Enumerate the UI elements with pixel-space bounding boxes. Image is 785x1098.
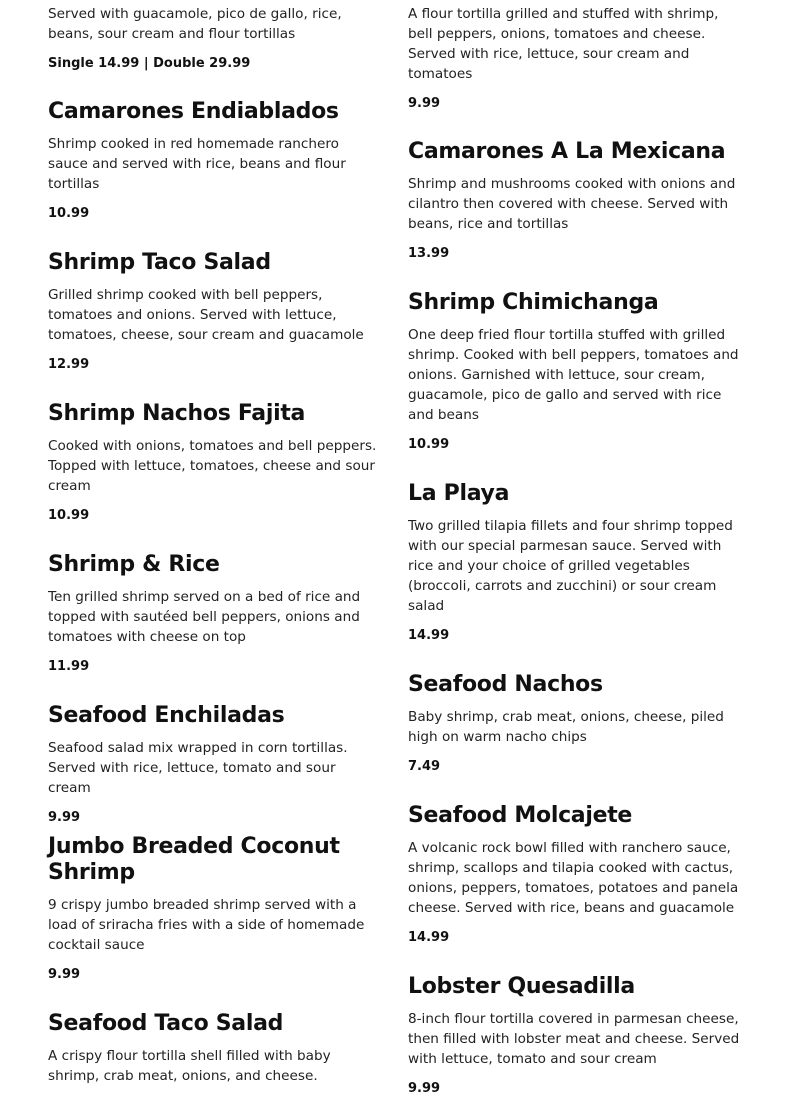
item-name: Jumbo Breaded Coconut Shrimp — [48, 834, 340, 885]
item-price: 14.99 — [408, 628, 450, 643]
item-description: Served with guacamole, pico de gallo, rice, beans, sour cream and flour tortillas — [48, 6, 342, 42]
menu-item — [48, 1011, 378, 1086]
item-description: Ten grilled shrimp served on a bed of rice and topped with sautéed bell peppers, onions and tomatoes with cheese on top — [48, 589, 361, 645]
menu-item — [408, 139, 740, 263]
item-description: 8-inch flour tortilla covered in parmesan cheese, then filled with lobster meat and cheese. Served with lettuce, tomato and sour cream — [408, 1011, 740, 1067]
menu-item — [48, 401, 378, 525]
item-name: Shrimp Taco Salad — [48, 250, 271, 275]
menu-item — [48, 4, 378, 73]
item-name: Shrimp Chimichanga — [408, 290, 659, 315]
item-description: Cooked with onions, tomatoes and bell peppers. Topped with lettuce, tomatoes, cheese and sour cream — [48, 438, 377, 494]
menu-item — [48, 552, 378, 676]
menu-item — [48, 250, 378, 374]
item-price: Single 14.99 | Double 29.99 — [48, 56, 251, 71]
item-description: 9 crispy jumbo breaded shrimp served with a load of sriracha fries with a side of homemade cocktail sauce — [48, 897, 365, 953]
item-name: Shrimp & Rice — [48, 552, 220, 577]
menu-item — [408, 672, 740, 776]
menu-item — [408, 4, 740, 113]
item-name: Camarones Endiablados — [48, 99, 339, 124]
item-price: 10.99 — [408, 437, 450, 452]
item-name: Seafood Molcajete — [408, 803, 633, 828]
item-description: A volcanic rock bowl filled with ranchero sauce, shrimp, scallops and tilapia cooked with cactus, onions, peppers, tomatoes, potatoes and panela cheese. Served with rice, beans and guacamole — [408, 840, 739, 916]
menu-item — [408, 974, 740, 1098]
item-description: Seafood salad mix wrapped in corn tortillas. Served with rice, lettuce, tomato and sour cream — [48, 740, 348, 796]
item-price: 9.99 — [48, 967, 81, 982]
item-name: Lobster Quesadilla — [408, 974, 635, 999]
item-description: One deep fried flour tortilla stuffed with grilled shrimp. Cooked with bell peppers, tomatoes and onions. Garnished with lettuce, sour cream, guacamole, pico de gallo and served with rice and beans — [408, 327, 739, 423]
item-price: 9.99 — [408, 96, 441, 111]
menu-item — [48, 99, 378, 223]
item-name: Seafood Taco Salad — [48, 1011, 284, 1036]
menu-item — [408, 481, 740, 645]
item-name: Shrimp Nachos Fajita — [48, 401, 306, 426]
item-name: Camarones A La Mexicana — [408, 139, 726, 164]
item-price: 7.49 — [408, 759, 441, 774]
item-price: 13.99 — [408, 246, 450, 261]
item-price: 12.99 — [48, 357, 90, 372]
menu-item — [48, 834, 378, 984]
item-price: 9.99 — [48, 810, 81, 825]
item-price: 11.99 — [48, 659, 90, 674]
menu-item — [408, 290, 740, 454]
item-name: Seafood Enchiladas — [48, 703, 285, 728]
item-name: Seafood Nachos — [408, 672, 603, 697]
item-description: Grilled shrimp cooked with bell peppers, tomatoes and onions. Served with lettuce, tomatoes, cheese, sour cream and guacamole — [48, 287, 364, 343]
item-description: Baby shrimp, crab meat, onions, cheese, piled high on warm nacho chips — [408, 709, 724, 745]
menu-item — [48, 703, 378, 827]
item-description: Shrimp cooked in red homemade ranchero sauce and served with rice, beans and flour tortillas — [48, 136, 346, 192]
item-description: A crispy flour tortilla shell filled with baby shrimp, crab meat, onions, and cheese. — [48, 1048, 331, 1084]
item-description: Shrimp and mushrooms cooked with onions and cilantro then covered with cheese. Served with beans, rice and tortillas — [408, 176, 736, 232]
item-price: 10.99 — [48, 206, 90, 221]
item-description: Two grilled tilapia fillets and four shrimp topped with our special parmesan sauce. Served with rice and your choice of grilled vegetables (broccoli, carrots and zucchini) or sour cream salad — [408, 518, 733, 614]
item-name: La Playa — [408, 481, 510, 506]
item-price: 14.99 — [408, 930, 450, 945]
item-price: 10.99 — [48, 508, 90, 523]
item-description: A flour tortilla grilled and stuffed with shrimp, bell peppers, onions, tomatoes and cheese. Served with rice, lettuce, sour cream and tomatoes — [408, 6, 719, 82]
menu-item — [408, 803, 740, 947]
item-price: 9.99 — [408, 1081, 441, 1096]
